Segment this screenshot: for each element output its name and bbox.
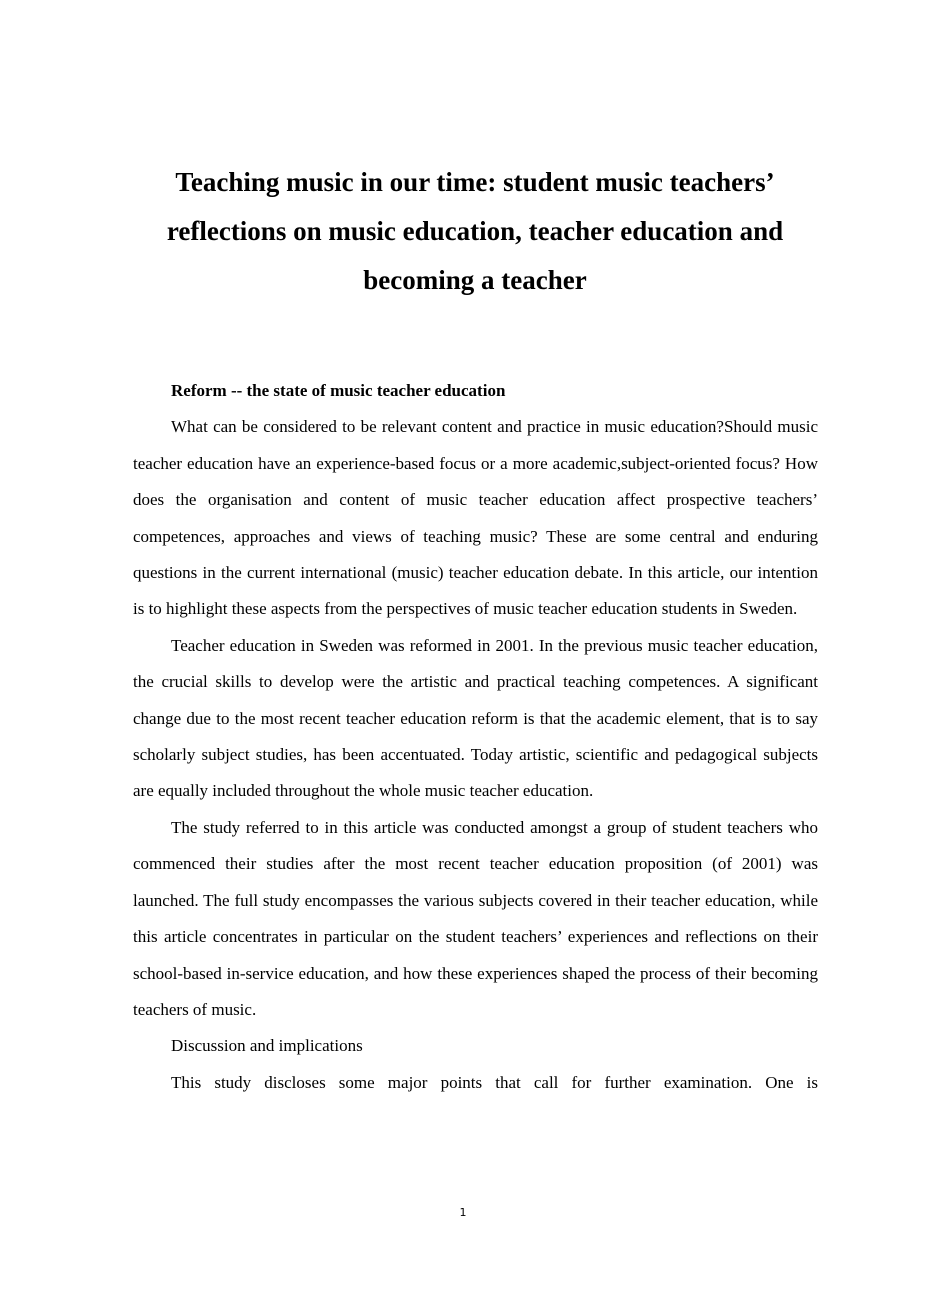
- page-number: 1: [459, 1206, 467, 1219]
- paragraph: This study discloses some major points that call for further examination. One is: [171, 1072, 818, 1092]
- title-line: becoming a teacher: [363, 265, 587, 295]
- paragraph: What can be considered to be relevant content and practice in music education?Should music teacher education have an experience-based focus or a more academic,subject-oriented focus? How does the organisation and content of music teacher education affect prospective teachers’ competences, approaches and views of teaching music? These are some central and enduring questions in the current international (music) teacher education debate. In this article, our intention is to highlight these aspects from the perspectives of music teacher education students in Sweden.: [133, 417, 818, 619]
- title-line: reflections on music education, teacher education and: [166, 216, 784, 246]
- title-line: Teaching music in our time: student music teachers’: [175, 167, 775, 197]
- document-title: [120, 158, 830, 305]
- subheading: Discussion and implications: [171, 1036, 363, 1056]
- document-body: [133, 373, 818, 1101]
- paragraph: Teacher education in Sweden was reformed in 2001. In the previous music teacher education, the crucial skills to develop were the artistic and practical teaching competences. A significant change due to the most recent teacher education reform is that the academic element, that is to say scholarly subject studies, has been accentuated. Today artistic, scientific and pedagogical subjects are equally included throughout the whole music teacher education.: [133, 635, 818, 801]
- paragraph: The study referred to in this article was conducted amongst a group of student teachers who commenced their studies after the most recent teacher education proposition (of 2001) was launched. The full study encompasses the various subjects covered in their teacher education, while this article concentrates in particular on the student teachers’ experiences and reflections on their school-based in-service education, and how these experiences shaped the process of their becoming teachers of music.: [133, 817, 818, 1019]
- section-heading: Reform -- the state of music teacher education: [171, 381, 506, 400]
